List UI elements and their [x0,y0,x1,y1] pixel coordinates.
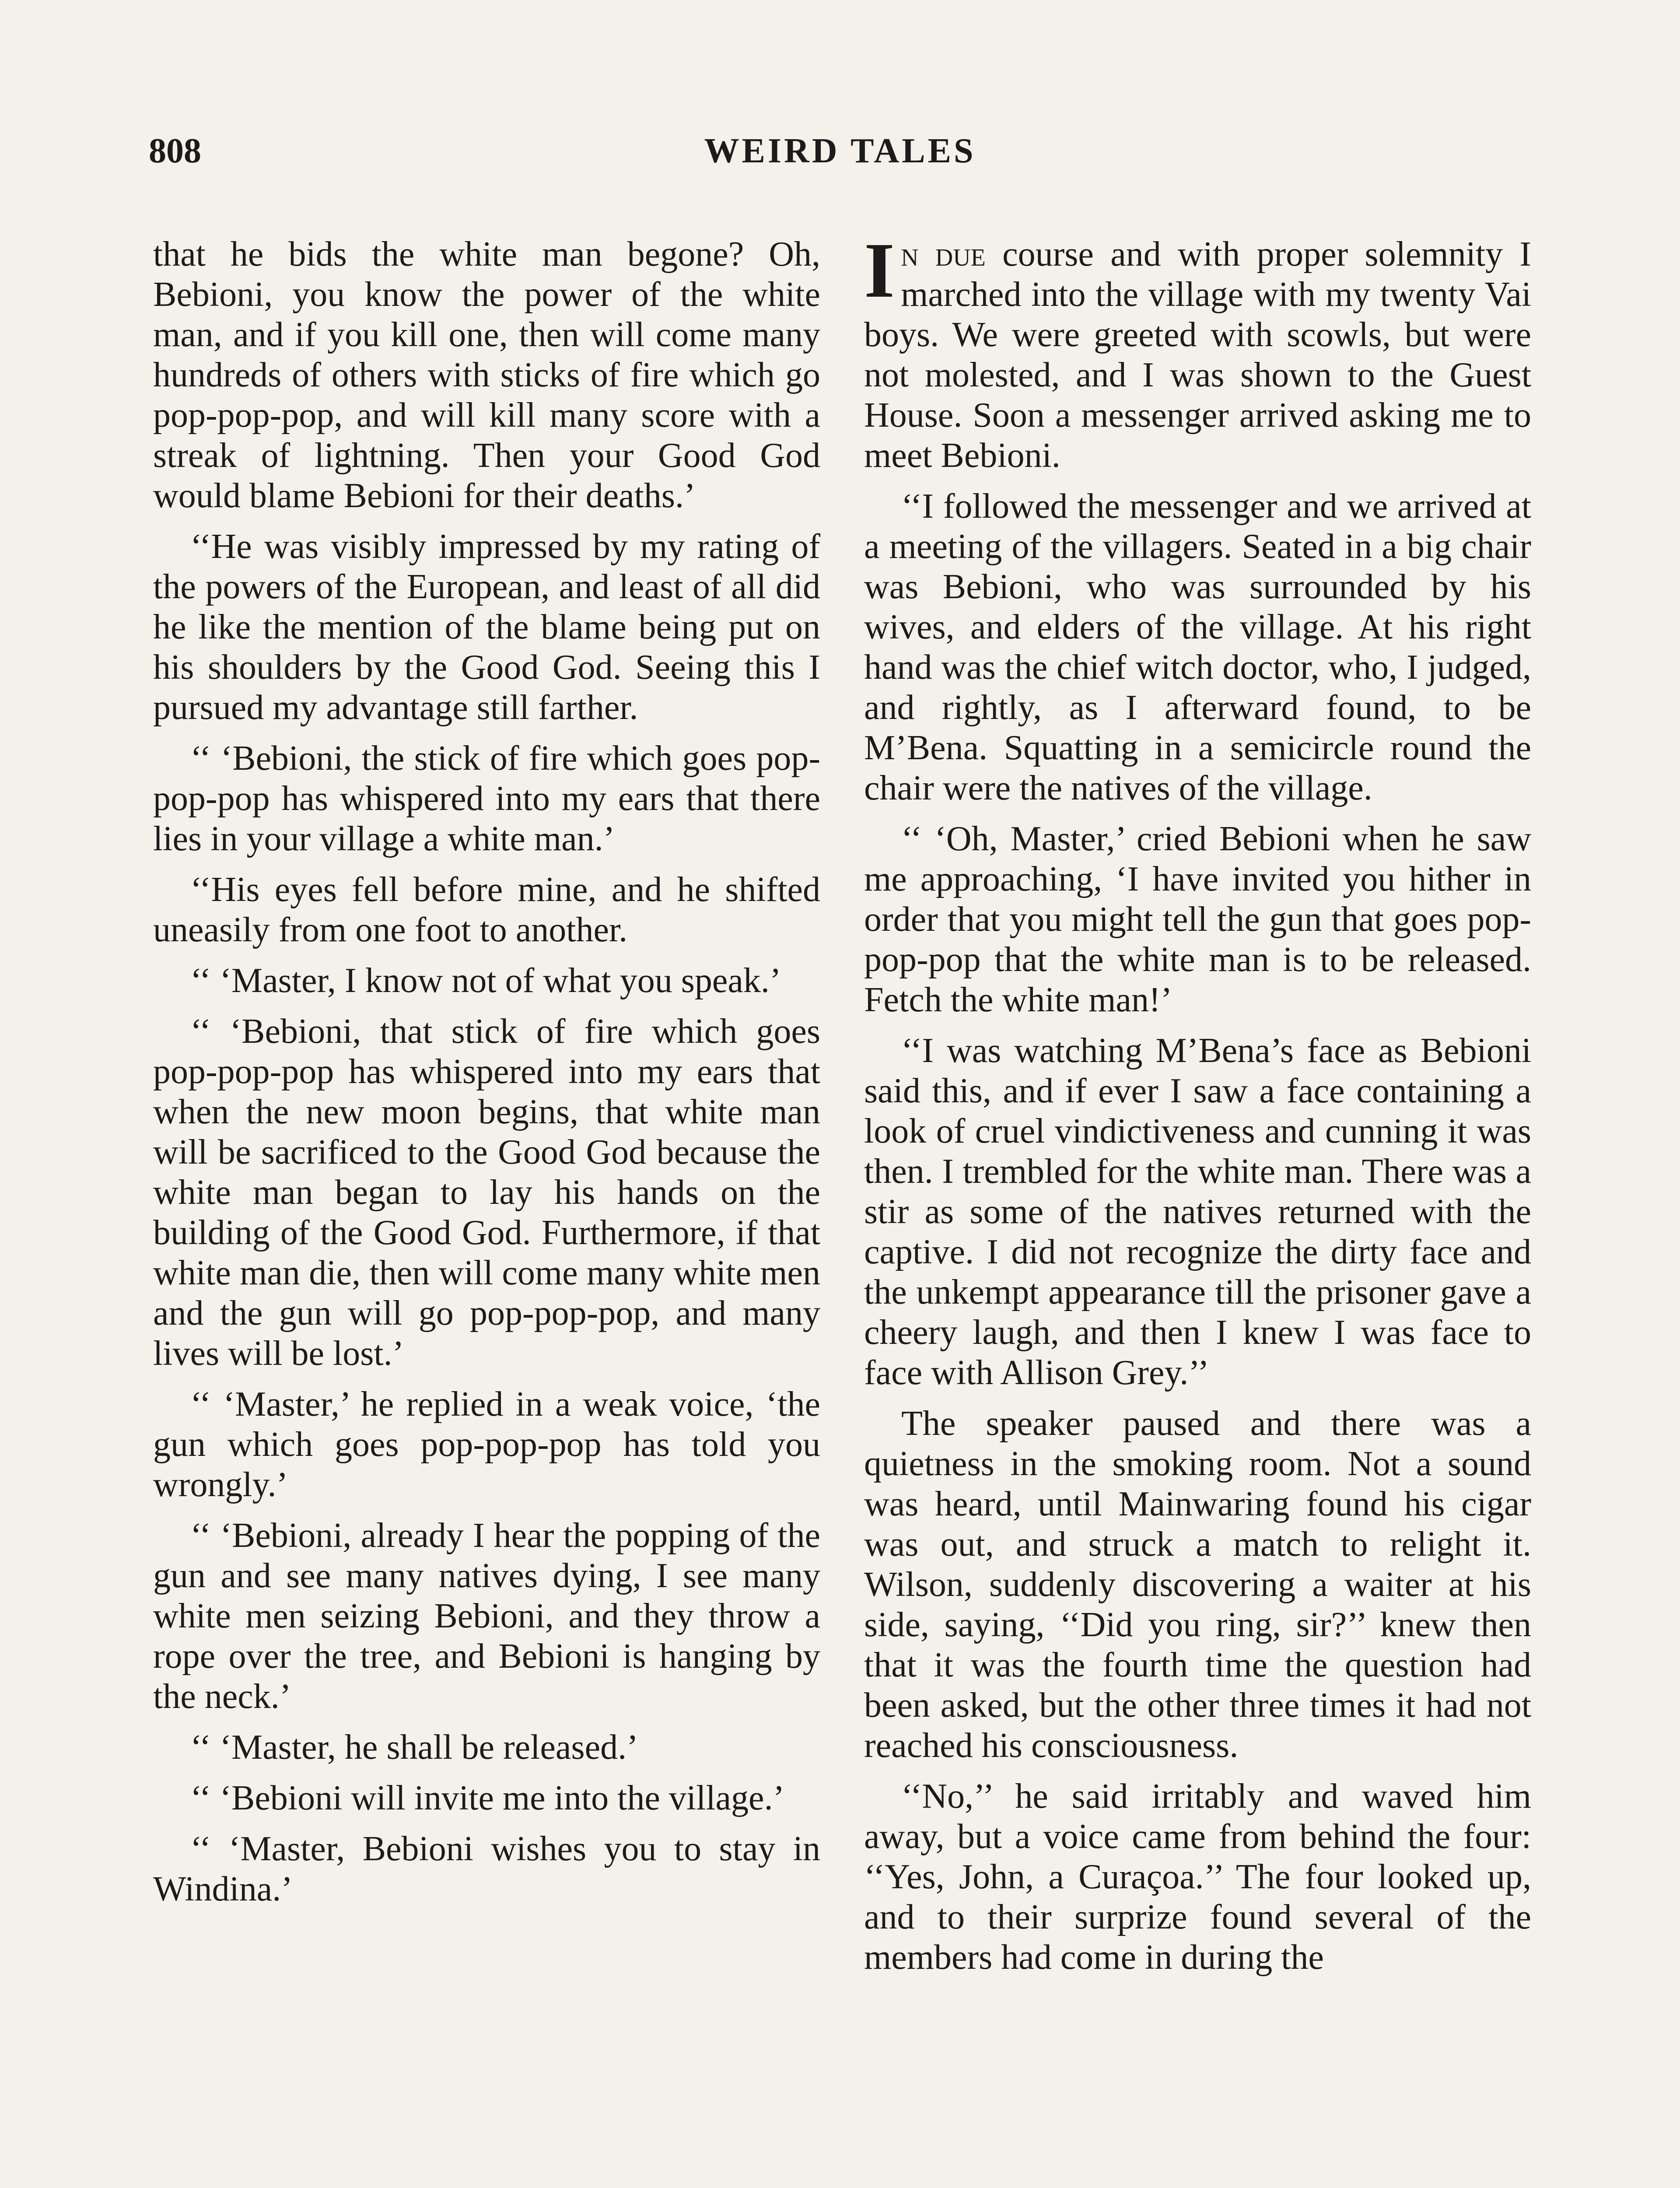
paragraph: ‘‘I was watching M’Bena’s face as Bebioni said this, and if ever I saw a face containing a look of cruel vindictiveness and cunning it was then. I trembled for the white man. There was a stir as some of the natives returned with the captive. I did not recognize the dirty face and the unkempt appearance till the prisoner gave a cheery laugh, and then I knew I was face to face with Allison Grey.’’ [864,1031,1531,1392]
paragraph: ‘‘ ‘Bebioni, that stick of fire which goes pop-pop-pop has whispered into my ears that when the new moon begins, that white man will be sacrificed to the Good God because the white man began to lay his hands on the building of the Good God. Furthermore, if that white man die, then will come many white men and the gun will go pop-pop-pop, and many lives will be lost.’ [153,1012,820,1373]
paragraph: ‘‘ ‘Master, I know not of what you speak.’ [190,961,781,1000]
opening-text: course and with proper solemnity I marched into the village with my twenty Vai boys. We were greeted with scowls, but were not molested, and I was shown to the Guest House. Soon a messenger arrived asking me to meet Bebioni. [864,235,1532,475]
left-column [153,234,820,1920]
paragraph: ‘‘ ‘Bebioni will invite me into the village.’ [190,1779,785,1817]
paragraph: ‘‘He was visibly impressed by my rating of the powers of the European, and least of all did he like the mention of the blame being put on his shoulders by the Good God. Seeing this I pursued my advantage still farther. [153,527,820,727]
paragraph: ‘‘His eyes fell before mine, and he shifted uneasily from one foot to another. [153,870,820,949]
paragraph: ‘‘No,’’ he said irritably and waved him away, but a voice came from behind the four: ‘‘Yes, John, a Curaçoa.’’ The four looked up, and to their surprize found several of the members had come in during the [864,1777,1531,1977]
paragraph: ‘‘I followed the messenger and we arrived at a meeting of the villagers. Seated in a big chair was Bebioni, who was surrounded by his wives, and elders of the village. At his right hand was the chief witch doctor, who, I judged, and rightly, as I afterward found, to be M’Bena. Squatting in a semicircle round the chair were the natives of the village. [864,487,1531,807]
paragraph: that he bids the white man begone? Oh, Bebioni, you know the power of the white man, and if you kill one, then will come many hundreds of others with sticks of fire which go pop-pop-pop, and will kill many score with a streak of lightning. Then your Good God would blame Bebioni for their deaths.’ [153,235,820,515]
paragraph: ‘‘ ‘Master, he shall be released.’ [190,1728,638,1767]
page-number: 808 [149,132,201,170]
paragraph: ‘‘ ‘Bebioni, already I hear the popping of the gun and see many natives dying, I see many white men seizing Bebioni, and they throw a rope over the tree, and Bebioni is hanging by the neck.’ [153,1516,820,1716]
small-caps-lead: n due [901,235,986,274]
opening-paragraph [864,227,1532,476]
page-header [149,131,1531,184]
drop-cap: I [864,227,895,314]
paragraph: ‘‘ ‘Bebioni, the stick of fire which goes pop-pop-pop has whispered into my ears that there lies in your village a white man.’ [153,739,820,858]
right-column [864,227,1532,1988]
magazine-title: WEIRD TALES [704,132,976,170]
paragraph: ‘‘ ‘Oh, Master,’ cried Bebioni when he saw me approaching, ‘I have invited you hither in order that you might tell the gun that goes pop-pop-pop that the white man is to be released. Fetch the white man!’ [864,820,1531,1019]
paragraph: ‘‘ ‘Master, Bebioni wishes you to stay in Windina.’ [153,1830,820,1908]
paragraph: The speaker paused and there was a quietness in the smoking room. Not a sound was heard, until Mainwaring found his cigar was out, and struck a match to relight it. Wilson, suddenly discovering a waiter at his side, saying, ‘‘Did you ring, sir?’’ knew then that it was the fourth time the question had been asked, but the other three times it had not reached his consciousness. [864,1404,1531,1765]
paragraph: ‘‘ ‘Master,’ he replied in a weak voice, ‘the gun which goes pop-pop-pop has told you wrongly.’ [153,1385,820,1504]
